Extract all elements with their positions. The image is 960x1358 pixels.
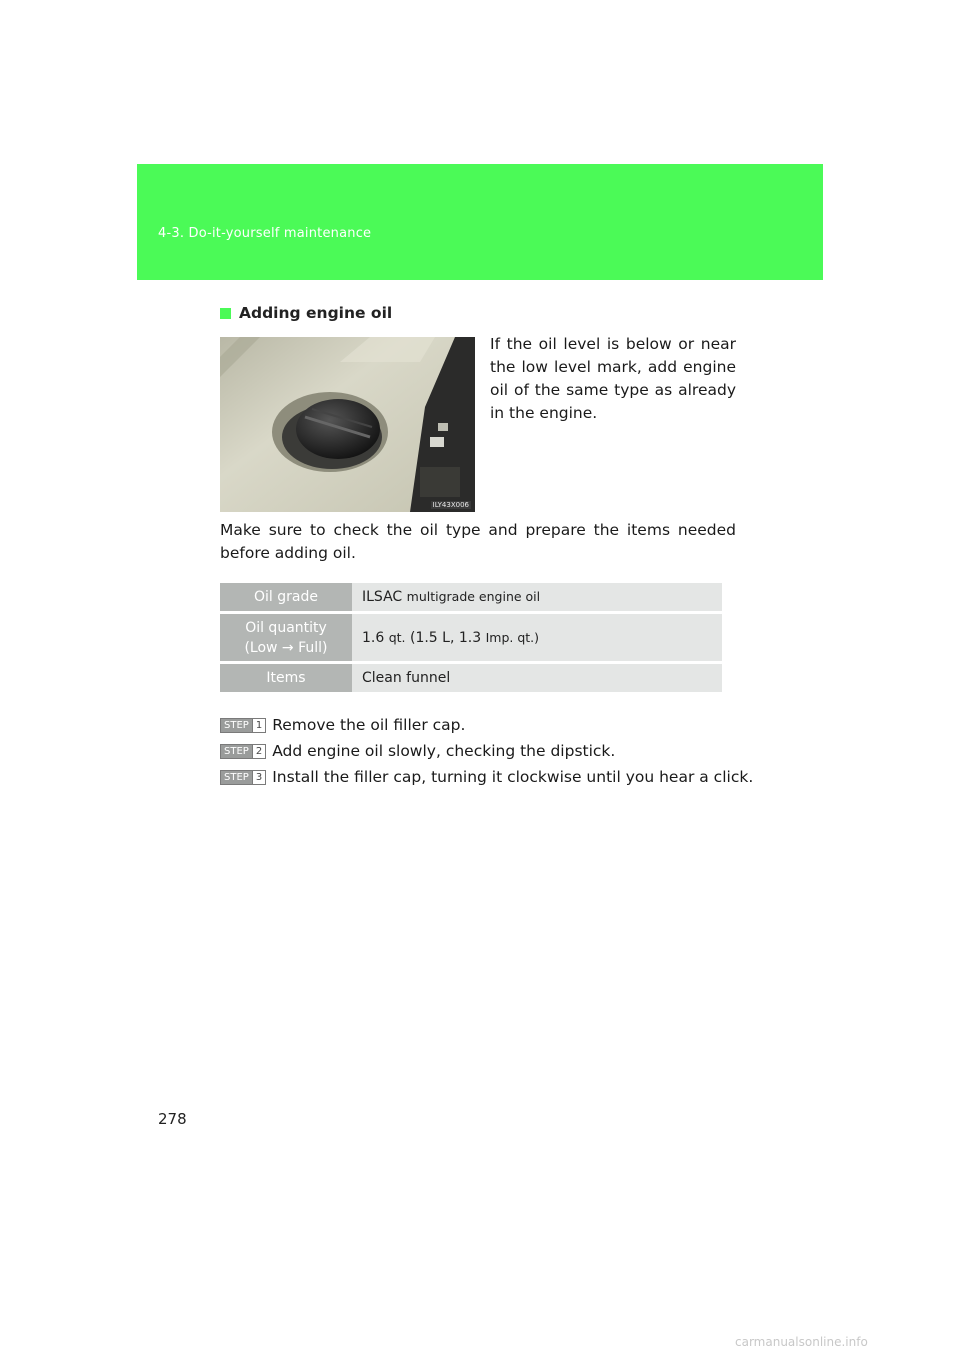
step-text: Remove the oil filler cap.	[272, 716, 466, 734]
row-label	[220, 614, 352, 661]
value-small: qt.	[388, 629, 406, 645]
table-row	[220, 664, 722, 692]
row-value	[352, 583, 722, 611]
step-number: 2	[252, 745, 265, 758]
section-heading	[220, 304, 392, 322]
step-text: Install the filler cap, turning it clockwise until you hear a click.	[272, 768, 754, 786]
step-text: Add engine oil slowly, checking the dipstick.	[272, 742, 616, 760]
row-label: Oil grade	[220, 583, 352, 611]
heading-bullet-icon	[220, 308, 231, 319]
step-badge	[220, 744, 266, 759]
step-label: STEP	[221, 719, 252, 732]
list-item	[220, 712, 753, 738]
value-small: multigrade engine oil	[406, 589, 541, 604]
page-number: 278	[158, 1110, 187, 1128]
list-item	[220, 738, 753, 764]
step-label: STEP	[221, 771, 252, 784]
section-label: 4-3. Do-it-yourself maintenance	[158, 226, 372, 241]
table-row	[220, 614, 722, 661]
header-band	[137, 164, 823, 280]
step-label: STEP	[221, 745, 252, 758]
intro-paragraph: Make sure to check the oil type and prepare the items needed before adding oil.	[220, 521, 736, 562]
watermark: carmanualsonline.info	[735, 1335, 868, 1349]
figure-code: ILY43X006	[432, 501, 469, 509]
oil-cap-illustration	[220, 337, 475, 512]
step-badge	[220, 770, 266, 785]
step-badge	[220, 718, 266, 733]
heading-title: Adding engine oil	[239, 304, 393, 322]
table-row	[220, 583, 722, 611]
value-small: Imp. qt.)	[485, 629, 540, 645]
row-value	[352, 614, 722, 661]
value-main: ILSAC	[362, 589, 403, 605]
step-number: 3	[252, 771, 265, 784]
side-paragraph: If the oil level is below or near the low level mark, add engine oil of the same type as already in the engine.	[490, 335, 736, 422]
value-main: (1.5 L, 1.3	[409, 629, 482, 646]
steps-list	[220, 712, 753, 790]
label-line: (Low → Full)	[244, 639, 328, 656]
label-line: Oil quantity	[245, 619, 327, 636]
step-number: 1	[252, 719, 265, 732]
row-label: Items	[220, 664, 352, 692]
oil-spec-table	[220, 580, 722, 695]
oil-filler-cap-photo	[220, 337, 475, 512]
value-main: 1.6	[362, 629, 385, 646]
list-item	[220, 764, 753, 790]
row-value: Clean funnel	[352, 664, 722, 692]
